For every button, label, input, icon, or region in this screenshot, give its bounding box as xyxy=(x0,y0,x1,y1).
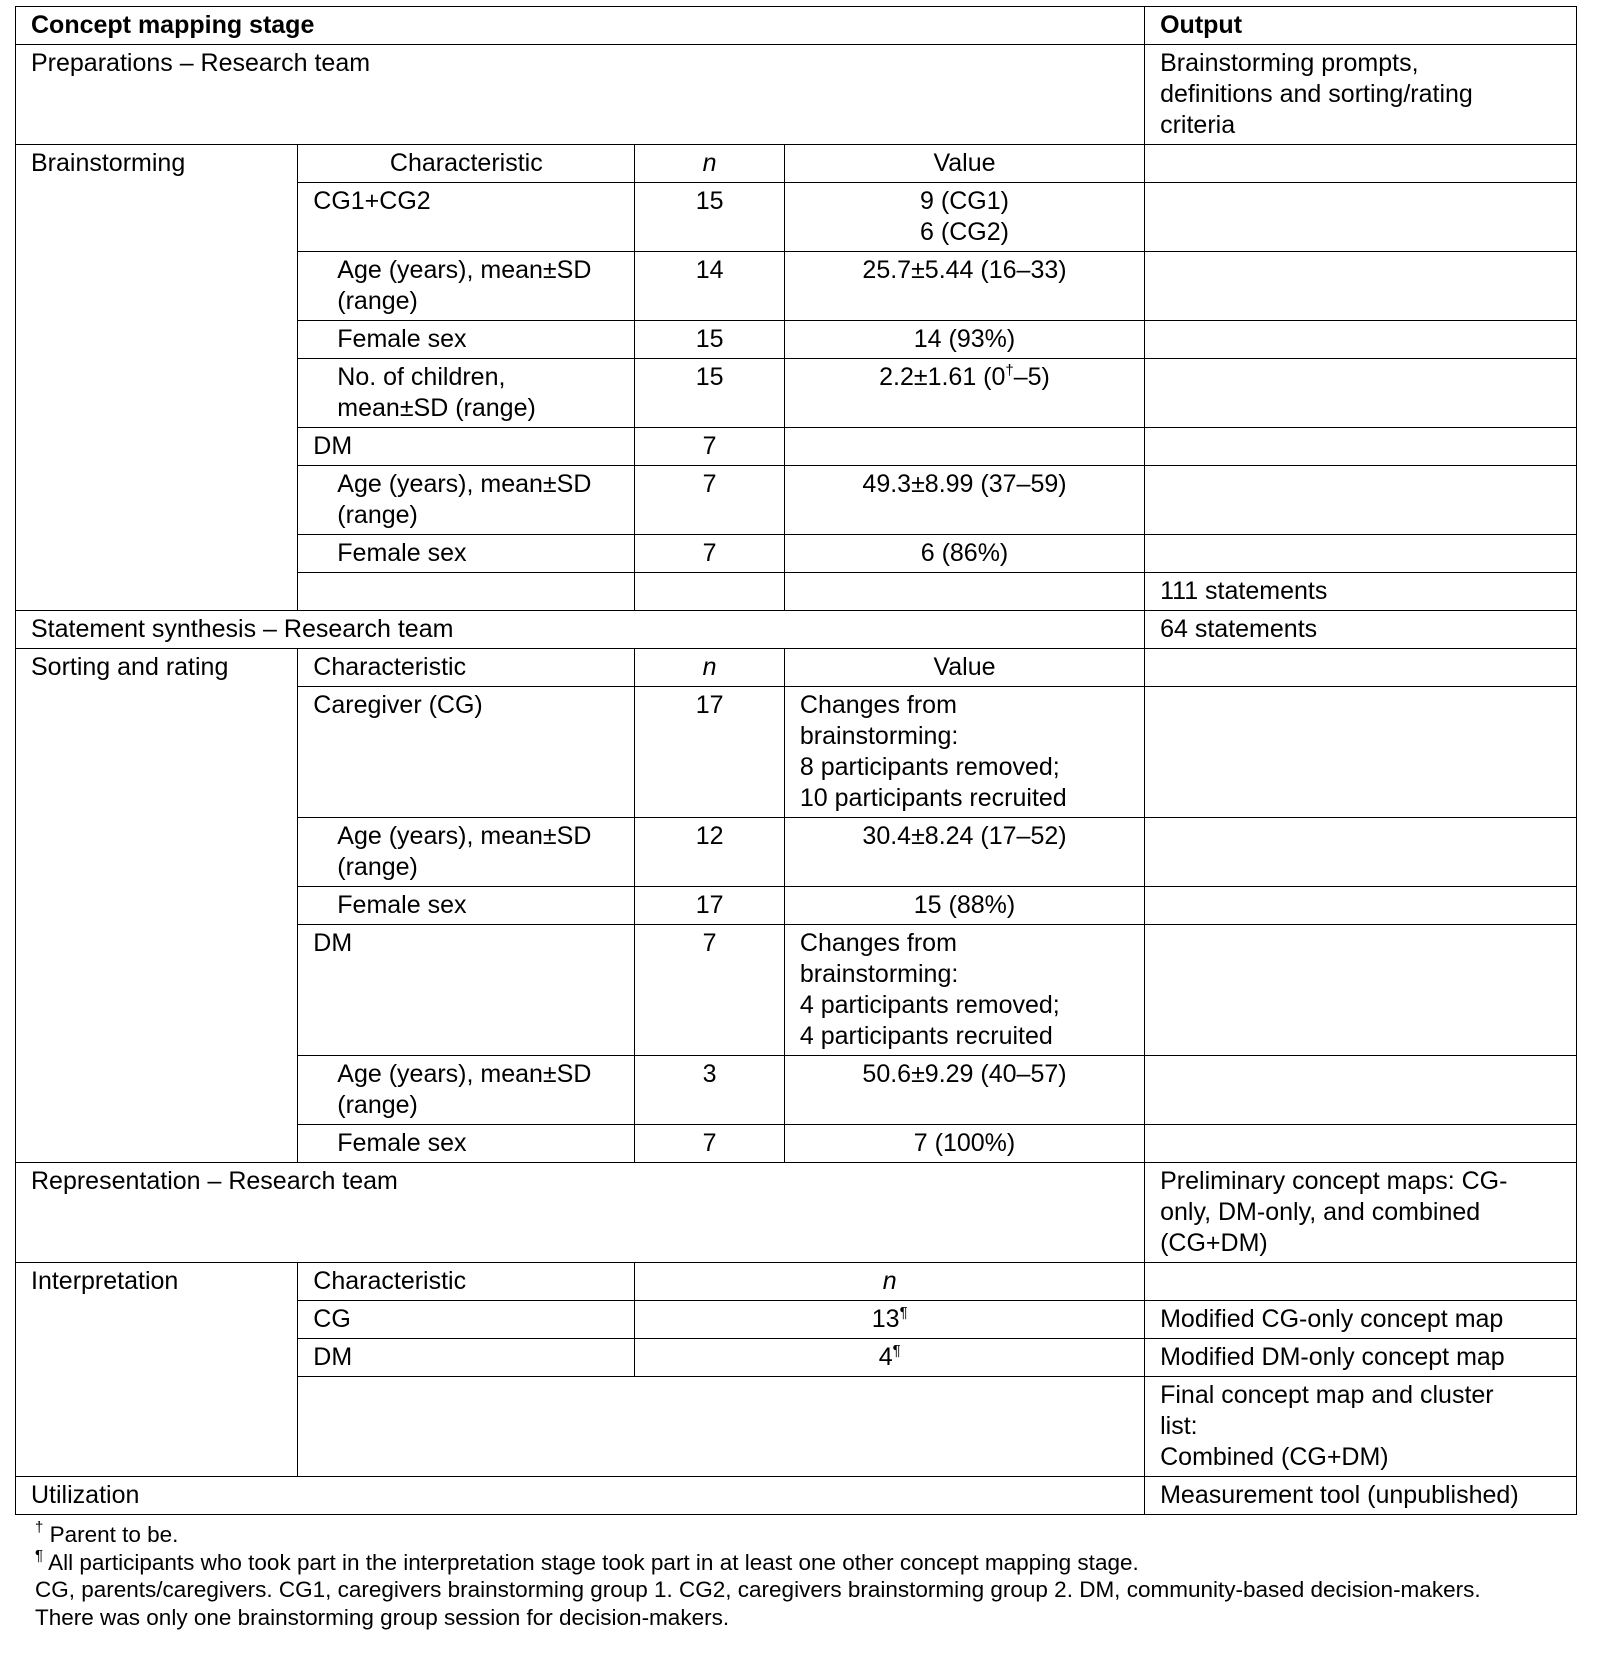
sorting-col-characteristic: Characteristic xyxy=(298,649,635,687)
preparations-output-line: Brainstorming prompts, xyxy=(1160,49,1419,77)
characteristic-label: Female sex xyxy=(298,535,635,573)
footnote-pilcrow-text: All participants who took part in the interpretation stage took part in at least one other concept mapping stage. xyxy=(43,1549,1139,1575)
n-value: 7 xyxy=(635,925,785,1056)
representation-output xyxy=(1145,1163,1577,1263)
n-value: 15 xyxy=(635,359,785,428)
output-empty xyxy=(1145,887,1577,925)
interpretation-col-characteristic: Characteristic xyxy=(298,1263,635,1301)
n-number: 4 xyxy=(878,1343,893,1371)
row-representation xyxy=(16,1163,1577,1263)
sorting-rating-stage: Sorting and rating xyxy=(16,649,298,1163)
output-empty xyxy=(1145,1056,1577,1125)
preparations-output-line: definitions and sorting/rating xyxy=(1160,80,1473,108)
label-line: Age (years), mean±SD xyxy=(337,822,592,850)
value-cell: 50.6±9.29 (40–57) xyxy=(784,1056,1144,1125)
value-line: Changes from xyxy=(799,929,957,957)
header-stage: Concept mapping stage xyxy=(16,7,1145,45)
header-output: Output xyxy=(1145,7,1577,45)
n-value: 7 xyxy=(635,428,785,466)
characteristic-label: CG xyxy=(298,1301,635,1339)
n-value: 15 xyxy=(635,183,785,252)
value-cell xyxy=(784,428,1144,466)
representation-stage: Representation – Research team xyxy=(16,1163,1145,1263)
output-empty xyxy=(1145,183,1577,252)
characteristic-label: DM xyxy=(298,1339,635,1377)
characteristic-label: Female sex xyxy=(298,887,635,925)
footnote-pilcrow xyxy=(35,1546,1517,1577)
footnote-abbreviations: CG, parents/caregivers. CG1, caregivers brainstorming group 1. CG2, caregivers brainstorming group 2. DM, community-based decision-makers. There was only one brainstorming group session for decision-makers. xyxy=(35,1577,1481,1630)
n-value: 7 xyxy=(635,466,785,535)
value-cell xyxy=(784,359,1144,428)
concept-mapping-table-container xyxy=(15,6,1577,1631)
preparations-output xyxy=(1145,45,1577,145)
label-line: No. of children, xyxy=(337,363,506,391)
value-cell: 15 (88%) xyxy=(784,887,1144,925)
value-cell xyxy=(784,687,1144,818)
brainstorming-subheader-row xyxy=(16,145,1577,183)
empty-cell xyxy=(784,573,1144,611)
output-empty xyxy=(1145,1263,1577,1301)
label-line: Age (years), mean±SD xyxy=(337,470,592,498)
n-value: 14 xyxy=(635,252,785,321)
table-footnotes xyxy=(15,1521,1577,1631)
brainstorming-stage: Brainstorming xyxy=(16,145,298,611)
empty-cell xyxy=(298,1377,1145,1477)
representation-output-line: Preliminary concept maps: CG- xyxy=(1160,1167,1508,1195)
value-line: brainstorming: xyxy=(799,722,959,750)
brainstorming-output-empty xyxy=(1145,145,1577,183)
value-cell xyxy=(784,925,1144,1056)
statement-synthesis-stage: Statement synthesis – Research team xyxy=(16,611,1145,649)
n-number: 13 xyxy=(871,1305,900,1333)
value-cell: 25.7±5.44 (16–33) xyxy=(784,252,1144,321)
characteristic-label xyxy=(298,818,635,887)
empty-cell xyxy=(635,573,785,611)
brainstorming-col-n: n xyxy=(635,145,785,183)
label-line: (range) xyxy=(337,501,418,529)
brainstorming-col-characteristic: Characteristic xyxy=(298,145,635,183)
output-empty xyxy=(1145,925,1577,1056)
interpretation-col-n: n xyxy=(635,1263,1145,1301)
value-suffix: –5) xyxy=(1013,363,1050,391)
empty-cell xyxy=(298,573,635,611)
characteristic-label: DM xyxy=(298,925,635,1056)
brainstorming-output: 111 statements xyxy=(1145,573,1577,611)
n-value: 7 xyxy=(635,535,785,573)
n-value: 15 xyxy=(635,321,785,359)
output-empty xyxy=(1145,649,1577,687)
n-value: 17 xyxy=(635,687,785,818)
footnote-pilcrow-mark: ¶ xyxy=(35,1546,44,1564)
final-output-line: Final concept map and cluster xyxy=(1160,1381,1494,1409)
characteristic-label xyxy=(298,466,635,535)
value-cell: 6 (86%) xyxy=(784,535,1144,573)
sorting-subheader-row xyxy=(16,649,1577,687)
statement-synthesis-output: 64 statements xyxy=(1145,611,1577,649)
row-statement-synthesis xyxy=(16,611,1577,649)
n-value xyxy=(635,1339,1145,1377)
output-empty xyxy=(1145,818,1577,887)
value-prefix: 2.2±1.61 (0 xyxy=(879,363,1006,391)
interpretation-subheader-row xyxy=(16,1263,1577,1301)
output-empty xyxy=(1145,1125,1577,1163)
label-line: mean±SD (range) xyxy=(337,394,536,422)
final-output-line: list: xyxy=(1160,1412,1198,1440)
value-line: 4 participants removed; xyxy=(799,991,1060,1019)
n-value: 3 xyxy=(635,1056,785,1125)
characteristic-label: Female sex xyxy=(298,1125,635,1163)
output-empty xyxy=(1145,466,1577,535)
interpretation-stage: Interpretation xyxy=(16,1263,298,1477)
characteristic-label xyxy=(298,252,635,321)
pilcrow-mark: ¶ xyxy=(899,1304,908,1321)
row-utilization xyxy=(16,1477,1577,1515)
label-line: Age (years), mean±SD xyxy=(337,1060,592,1088)
table-header-row xyxy=(16,7,1577,45)
representation-output-line: only, DM-only, and combined xyxy=(1160,1198,1481,1226)
characteristic-label xyxy=(298,1056,635,1125)
pilcrow-mark: ¶ xyxy=(892,1342,901,1359)
value-line: 4 participants recruited xyxy=(799,1022,1053,1050)
preparations-stage: Preparations – Research team xyxy=(16,45,1145,145)
output-empty xyxy=(1145,359,1577,428)
footnote-dagger-mark: † xyxy=(35,1519,44,1536)
preparations-output-line: criteria xyxy=(1160,111,1236,139)
n-value: 12 xyxy=(635,818,785,887)
value-cell: 49.3±8.99 (37–59) xyxy=(784,466,1144,535)
dagger-mark: † xyxy=(1005,362,1014,379)
characteristic-label: CG1+CG2 xyxy=(298,183,635,252)
characteristic-label: DM xyxy=(298,428,635,466)
value-line: 9 (CG1) xyxy=(920,187,1009,215)
interpretation-final-output xyxy=(1145,1377,1577,1477)
output-empty xyxy=(1145,687,1577,818)
output-empty xyxy=(1145,428,1577,466)
value-line: 8 participants removed; xyxy=(799,753,1060,781)
sorting-col-value: Value xyxy=(784,649,1144,687)
output-empty xyxy=(1145,535,1577,573)
n-value: 17 xyxy=(635,887,785,925)
value-line: 6 (CG2) xyxy=(920,218,1009,246)
output-empty xyxy=(1145,252,1577,321)
label-line: (range) xyxy=(337,1091,418,1119)
value-cell xyxy=(784,183,1144,252)
n-value: 7 xyxy=(635,1125,785,1163)
row-preparations xyxy=(16,45,1577,145)
n-value xyxy=(635,1301,1145,1339)
value-cell: 7 (100%) xyxy=(784,1125,1144,1163)
output-empty xyxy=(1145,321,1577,359)
characteristic-label xyxy=(298,359,635,428)
label-line: Age (years), mean±SD xyxy=(337,256,592,284)
value-line: Changes from xyxy=(799,691,957,719)
characteristic-label: Female sex xyxy=(298,321,635,359)
label-line: (range) xyxy=(337,287,418,315)
footnote-dagger xyxy=(35,1521,1517,1549)
interpretation-output: Modified DM-only concept map xyxy=(1145,1339,1577,1377)
footnote-dagger-text: Parent to be. xyxy=(43,1522,179,1547)
utilization-output: Measurement tool (unpublished) xyxy=(1145,1477,1577,1515)
value-line: 10 participants recruited xyxy=(799,784,1067,812)
characteristic-label: Caregiver (CG) xyxy=(298,687,635,818)
utilization-stage: Utilization xyxy=(16,1477,1145,1515)
value-cell: 30.4±8.24 (17–52) xyxy=(784,818,1144,887)
sorting-col-n: n xyxy=(635,649,785,687)
concept-mapping-table xyxy=(15,6,1577,1515)
value-cell: 14 (93%) xyxy=(784,321,1144,359)
value-line: brainstorming: xyxy=(799,960,959,988)
interpretation-output: Modified CG-only concept map xyxy=(1145,1301,1577,1339)
final-output-line: Combined (CG+DM) xyxy=(1160,1443,1389,1471)
brainstorming-col-value: Value xyxy=(784,145,1144,183)
label-line: (range) xyxy=(337,853,418,881)
representation-output-line: (CG+DM) xyxy=(1160,1229,1268,1257)
